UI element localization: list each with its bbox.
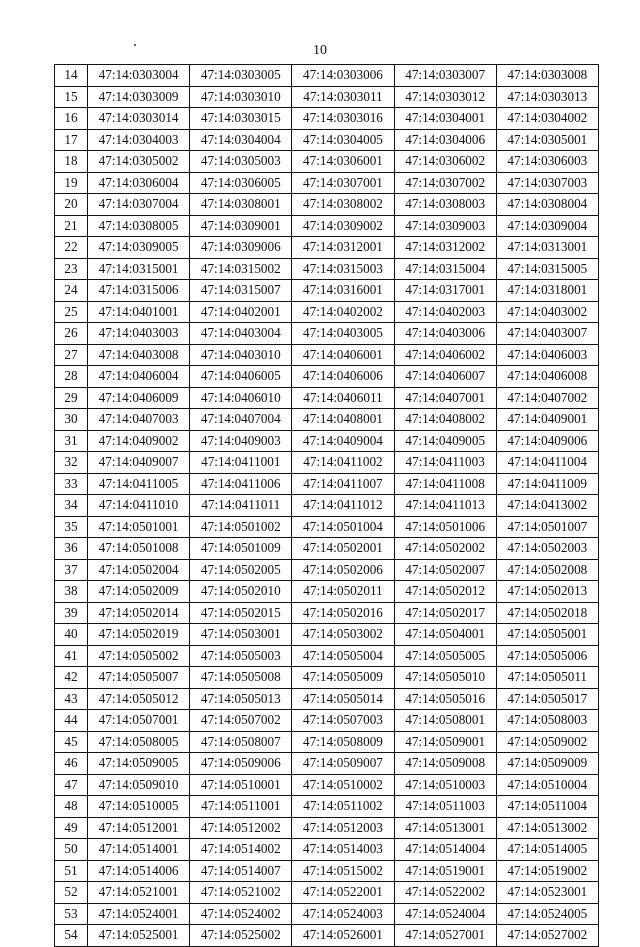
cadastral-code-cell: 47:14:0309005: [88, 237, 190, 259]
cadastral-code-cell: 47:14:0519001: [394, 860, 496, 882]
cadastral-code-cell: 47:14:0409004: [292, 430, 394, 452]
cadastral-code-cell: 47:14:0305002: [88, 151, 190, 173]
cadastral-code-cell: 47:14:0502013: [496, 581, 598, 603]
cadastral-code-cell: 47:14:0512003: [292, 817, 394, 839]
cadastral-code-cell: 47:14:0505008: [190, 667, 292, 689]
row-number-cell: 50: [55, 839, 88, 861]
row-number-cell: 48: [55, 796, 88, 818]
row-number-cell: 46: [55, 753, 88, 775]
cadastral-code-cell: 47:14:0502009: [88, 581, 190, 603]
cadastral-code-cell: 47:14:0308004: [496, 194, 598, 216]
cadastral-code-cell: 47:14:0409001: [496, 409, 598, 431]
cadastral-code-cell: 47:14:0511002: [292, 796, 394, 818]
cadastral-code-cell: 47:14:0312001: [292, 237, 394, 259]
table-row: [55, 602, 599, 624]
row-number-cell: 20: [55, 194, 88, 216]
cadastral-code-cell: 47:14:0502011: [292, 581, 394, 603]
cadastral-code-cell: 47:14:0512002: [190, 817, 292, 839]
cadastral-code-cell: 47:14:0315004: [394, 258, 496, 280]
cadastral-code-cell: 47:14:0304003: [88, 129, 190, 151]
table-row: [55, 172, 599, 194]
cadastral-code-cell: 47:14:0526001: [292, 925, 394, 947]
table-row: [55, 753, 599, 775]
row-number-cell: 19: [55, 172, 88, 194]
table-row: [55, 688, 599, 710]
table-row: [55, 194, 599, 216]
cadastral-code-cell: 47:14:0411006: [190, 473, 292, 495]
cadastral-code-cell: 47:14:0525002: [190, 925, 292, 947]
cadastral-code-cell: 47:14:0521002: [190, 882, 292, 904]
cadastral-code-cell: 47:14:0406002: [394, 344, 496, 366]
cadastral-code-cell: 47:14:0527001: [394, 925, 496, 947]
cadastral-code-cell: 47:14:0502003: [496, 538, 598, 560]
cadastral-code-cell: 47:14:0402003: [394, 301, 496, 323]
cadastral-code-cell: 47:14:0407004: [190, 409, 292, 431]
cadastral-code-cell: 47:14:0403003: [88, 323, 190, 345]
cadastral-code-cell: 47:14:0502012: [394, 581, 496, 603]
cadastral-code-cell: 47:14:0411011: [190, 495, 292, 517]
cadastral-code-cell: 47:14:0411008: [394, 473, 496, 495]
row-number-cell: 44: [55, 710, 88, 732]
table-row: [55, 903, 599, 925]
cadastral-code-cell: 47:14:0317001: [394, 280, 496, 302]
cadastral-code-cell: 47:14:0522002: [394, 882, 496, 904]
cadastral-code-cell: 47:14:0527002: [496, 925, 598, 947]
cadastral-code-cell: 47:14:0411009: [496, 473, 598, 495]
cadastral-code-cell: 47:14:0508003: [496, 710, 598, 732]
cadastral-code-cell: 47:14:0303012: [394, 86, 496, 108]
cadastral-code-cell: 47:14:0510001: [190, 774, 292, 796]
cadastral-codes-table: [54, 64, 599, 947]
cadastral-code-cell: 47:14:0505013: [190, 688, 292, 710]
table-row: [55, 237, 599, 259]
cadastral-code-cell: 47:14:0406009: [88, 387, 190, 409]
cadastral-code-cell: 47:14:0508005: [88, 731, 190, 753]
cadastral-code-cell: 47:14:0303011: [292, 86, 394, 108]
cadastral-code-cell: 47:14:0502005: [190, 559, 292, 581]
cadastral-code-cell: 47:14:0502007: [394, 559, 496, 581]
row-number-cell: 38: [55, 581, 88, 603]
table-row: [55, 839, 599, 861]
cadastral-code-cell: 47:14:0502001: [292, 538, 394, 560]
cadastral-code-cell: 47:14:0505004: [292, 645, 394, 667]
cadastral-code-cell: 47:14:0522001: [292, 882, 394, 904]
cadastral-code-cell: 47:14:0406003: [496, 344, 598, 366]
cadastral-code-cell: 47:14:0406010: [190, 387, 292, 409]
cadastral-code-cell: 47:14:0411001: [190, 452, 292, 474]
cadastral-code-cell: 47:14:0509010: [88, 774, 190, 796]
row-number-cell: 17: [55, 129, 88, 151]
cadastral-code-cell: 47:14:0306003: [496, 151, 598, 173]
cadastral-code-cell: 47:14:0510004: [496, 774, 598, 796]
cadastral-code-cell: 47:14:0505009: [292, 667, 394, 689]
table-body: [55, 65, 599, 947]
cadastral-code-cell: 47:14:0510005: [88, 796, 190, 818]
cadastral-code-cell: 47:14:0303013: [496, 86, 598, 108]
cadastral-code-cell: 47:14:0502010: [190, 581, 292, 603]
cadastral-code-cell: 47:14:0501006: [394, 516, 496, 538]
row-number-cell: 49: [55, 817, 88, 839]
cadastral-code-cell: 47:14:0403008: [88, 344, 190, 366]
cadastral-code-cell: 47:14:0521001: [88, 882, 190, 904]
cadastral-code-cell: 47:14:0303014: [88, 108, 190, 130]
cadastral-code-cell: 47:14:0409007: [88, 452, 190, 474]
cadastral-code-cell: 47:14:0510002: [292, 774, 394, 796]
cadastral-code-cell: 47:14:0524001: [88, 903, 190, 925]
cadastral-code-cell: 47:14:0511003: [394, 796, 496, 818]
cadastral-code-cell: 47:14:0315005: [496, 258, 598, 280]
cadastral-code-cell: 47:14:0402001: [190, 301, 292, 323]
cadastral-code-cell: 47:14:0501008: [88, 538, 190, 560]
cadastral-code-cell: 47:14:0501004: [292, 516, 394, 538]
cadastral-code-cell: 47:14:0305001: [496, 129, 598, 151]
row-number-cell: 25: [55, 301, 88, 323]
table-row: [55, 925, 599, 947]
table-row: [55, 538, 599, 560]
cadastral-code-cell: 47:14:0508007: [190, 731, 292, 753]
cadastral-code-cell: 47:14:0509007: [292, 753, 394, 775]
cadastral-code-cell: 47:14:0308001: [190, 194, 292, 216]
row-number-cell: 29: [55, 387, 88, 409]
cadastral-code-cell: 47:14:0514002: [190, 839, 292, 861]
cadastral-code-cell: 47:14:0401001: [88, 301, 190, 323]
cadastral-code-cell: 47:14:0402002: [292, 301, 394, 323]
row-number-cell: 30: [55, 409, 88, 431]
row-number-cell: 51: [55, 860, 88, 882]
cadastral-code-cell: 47:14:0514007: [190, 860, 292, 882]
cadastral-code-cell: 47:14:0308003: [394, 194, 496, 216]
cadastral-code-cell: 47:14:0411004: [496, 452, 598, 474]
cadastral-code-cell: 47:14:0306004: [88, 172, 190, 194]
cadastral-code-cell: 47:14:0308002: [292, 194, 394, 216]
cadastral-code-cell: 47:14:0505010: [394, 667, 496, 689]
cadastral-code-cell: 47:14:0505003: [190, 645, 292, 667]
table-row: [55, 559, 599, 581]
cadastral-code-cell: 47:14:0525001: [88, 925, 190, 947]
table-row: [55, 495, 599, 517]
cadastral-code-cell: 47:14:0502002: [394, 538, 496, 560]
row-number-cell: 43: [55, 688, 88, 710]
cadastral-code-cell: 47:14:0303009: [88, 86, 190, 108]
cadastral-code-cell: 47:14:0305003: [190, 151, 292, 173]
cadastral-code-cell: 47:14:0409006: [496, 430, 598, 452]
cadastral-code-cell: 47:14:0502015: [190, 602, 292, 624]
cadastral-code-cell: 47:14:0503001: [190, 624, 292, 646]
cadastral-code-cell: 47:14:0407001: [394, 387, 496, 409]
cadastral-code-cell: 47:14:0411010: [88, 495, 190, 517]
cadastral-code-cell: 47:14:0514004: [394, 839, 496, 861]
cadastral-code-cell: 47:14:0523001: [496, 882, 598, 904]
cadastral-code-cell: 47:14:0303006: [292, 65, 394, 87]
cadastral-code-cell: 47:14:0309003: [394, 215, 496, 237]
cadastral-code-cell: 47:14:0501002: [190, 516, 292, 538]
cadastral-code-cell: 47:14:0403004: [190, 323, 292, 345]
table-row: [55, 323, 599, 345]
cadastral-code-cell: 47:14:0502004: [88, 559, 190, 581]
table-row: [55, 280, 599, 302]
row-number-cell: 42: [55, 667, 88, 689]
cadastral-code-cell: 47:14:0501001: [88, 516, 190, 538]
cadastral-code-cell: 47:14:0315002: [190, 258, 292, 280]
row-number-cell: 22: [55, 237, 88, 259]
cadastral-code-cell: 47:14:0505007: [88, 667, 190, 689]
row-number-cell: 53: [55, 903, 88, 925]
cadastral-code-cell: 47:14:0411012: [292, 495, 394, 517]
cadastral-code-cell: 47:14:0406001: [292, 344, 394, 366]
cadastral-code-cell: 47:14:0403007: [496, 323, 598, 345]
cadastral-code-cell: 47:14:0403006: [394, 323, 496, 345]
cadastral-code-cell: 47:14:0502006: [292, 559, 394, 581]
cadastral-code-cell: 47:14:0303007: [394, 65, 496, 87]
row-number-cell: 52: [55, 882, 88, 904]
row-number-cell: 15: [55, 86, 88, 108]
cadastral-code-cell: 47:14:0303016: [292, 108, 394, 130]
table-row: [55, 65, 599, 87]
cadastral-code-cell: 47:14:0514005: [496, 839, 598, 861]
row-number-cell: 18: [55, 151, 88, 173]
cadastral-code-cell: 47:14:0315001: [88, 258, 190, 280]
cadastral-code-cell: 47:14:0315003: [292, 258, 394, 280]
cadastral-code-cell: 47:14:0413002: [496, 495, 598, 517]
cadastral-code-cell: 47:14:0303015: [190, 108, 292, 130]
cadastral-code-cell: 47:14:0519002: [496, 860, 598, 882]
cadastral-code-cell: 47:14:0303005: [190, 65, 292, 87]
cadastral-code-cell: 47:14:0304001: [394, 108, 496, 130]
cadastral-code-cell: 47:14:0505011: [496, 667, 598, 689]
cadastral-code-cell: 47:14:0504001: [394, 624, 496, 646]
table-row: [55, 366, 599, 388]
cadastral-code-cell: 47:14:0309004: [496, 215, 598, 237]
cadastral-code-cell: 47:14:0524005: [496, 903, 598, 925]
cadastral-code-cell: 47:14:0502019: [88, 624, 190, 646]
cadastral-code-cell: 47:14:0507001: [88, 710, 190, 732]
cadastral-code-cell: 47:14:0509009: [496, 753, 598, 775]
cadastral-code-cell: 47:14:0409002: [88, 430, 190, 452]
cadastral-code-cell: 47:14:0508009: [292, 731, 394, 753]
table-row: [55, 452, 599, 474]
cadastral-code-cell: 47:14:0408001: [292, 409, 394, 431]
row-number-cell: 28: [55, 366, 88, 388]
cadastral-code-cell: 47:14:0501009: [190, 538, 292, 560]
cadastral-code-cell: 47:14:0505016: [394, 688, 496, 710]
row-number-cell: 31: [55, 430, 88, 452]
table-row: [55, 301, 599, 323]
cadastral-code-cell: 47:14:0309001: [190, 215, 292, 237]
cadastral-code-cell: 47:14:0309002: [292, 215, 394, 237]
table-row: [55, 796, 599, 818]
row-number-cell: 14: [55, 65, 88, 87]
table-row: [55, 645, 599, 667]
table-row: [55, 215, 599, 237]
table-row: [55, 151, 599, 173]
cadastral-code-cell: 47:14:0303010: [190, 86, 292, 108]
table-row: [55, 624, 599, 646]
cadastral-code-cell: 47:14:0511001: [190, 796, 292, 818]
cadastral-code-cell: 47:14:0505017: [496, 688, 598, 710]
cadastral-code-cell: 47:14:0309006: [190, 237, 292, 259]
table-row: [55, 710, 599, 732]
cadastral-code-cell: 47:14:0307001: [292, 172, 394, 194]
cadastral-code-cell: 47:14:0408002: [394, 409, 496, 431]
cadastral-code-cell: 47:14:0403010: [190, 344, 292, 366]
cadastral-code-cell: 47:14:0306005: [190, 172, 292, 194]
cadastral-code-cell: 47:14:0509008: [394, 753, 496, 775]
cadastral-code-cell: 47:14:0306001: [292, 151, 394, 173]
cadastral-code-cell: 47:14:0507002: [190, 710, 292, 732]
cadastral-code-cell: 47:14:0507003: [292, 710, 394, 732]
cadastral-code-cell: 47:14:0510003: [394, 774, 496, 796]
cadastral-code-cell: 47:14:0524002: [190, 903, 292, 925]
cadastral-code-cell: 47:14:0307002: [394, 172, 496, 194]
cadastral-code-cell: 47:14:0505002: [88, 645, 190, 667]
table-row: [55, 387, 599, 409]
cadastral-code-cell: 47:14:0514003: [292, 839, 394, 861]
cadastral-code-cell: 47:14:0513002: [496, 817, 598, 839]
cadastral-code-cell: 47:14:0411005: [88, 473, 190, 495]
row-number-cell: 47: [55, 774, 88, 796]
cadastral-code-cell: 47:14:0502016: [292, 602, 394, 624]
cadastral-code-cell: 47:14:0406007: [394, 366, 496, 388]
cadastral-code-cell: 47:14:0509006: [190, 753, 292, 775]
row-number-cell: 27: [55, 344, 88, 366]
table-row: [55, 516, 599, 538]
cadastral-code-cell: 47:14:0514006: [88, 860, 190, 882]
cadastral-code-cell: 47:14:0316001: [292, 280, 394, 302]
table-row: [55, 409, 599, 431]
cadastral-code-cell: 47:14:0406008: [496, 366, 598, 388]
table-row: [55, 344, 599, 366]
table-row: [55, 473, 599, 495]
cadastral-code-cell: 47:14:0502017: [394, 602, 496, 624]
cadastral-code-cell: 47:14:0409005: [394, 430, 496, 452]
table-row: [55, 731, 599, 753]
cadastral-code-cell: 47:14:0501007: [496, 516, 598, 538]
cadastral-code-cell: 47:14:0411003: [394, 452, 496, 474]
cadastral-code-cell: 47:14:0308005: [88, 215, 190, 237]
cadastral-code-cell: 47:14:0403002: [496, 301, 598, 323]
cadastral-code-cell: 47:14:0315006: [88, 280, 190, 302]
cadastral-code-cell: 47:14:0406006: [292, 366, 394, 388]
cadastral-code-cell: 47:14:0511004: [496, 796, 598, 818]
cadastral-code-cell: 47:14:0502014: [88, 602, 190, 624]
row-number-cell: 40: [55, 624, 88, 646]
cadastral-code-cell: 47:14:0524004: [394, 903, 496, 925]
row-number-cell: 34: [55, 495, 88, 517]
row-number-cell: 45: [55, 731, 88, 753]
row-number-cell: 36: [55, 538, 88, 560]
cadastral-code-cell: 47:14:0312002: [394, 237, 496, 259]
cadastral-code-cell: 47:14:0524003: [292, 903, 394, 925]
table-row: [55, 860, 599, 882]
row-number-cell: 24: [55, 280, 88, 302]
cadastral-code-cell: 47:14:0307004: [88, 194, 190, 216]
cadastral-code-cell: 47:14:0411013: [394, 495, 496, 517]
table-row: [55, 258, 599, 280]
cadastral-code-cell: 47:14:0304006: [394, 129, 496, 151]
cadastral-code-cell: 47:14:0512001: [88, 817, 190, 839]
row-number-cell: 41: [55, 645, 88, 667]
cadastral-code-cell: 47:14:0503002: [292, 624, 394, 646]
row-number-cell: 16: [55, 108, 88, 130]
cadastral-code-cell: 47:14:0505005: [394, 645, 496, 667]
row-number-cell: 23: [55, 258, 88, 280]
table-row: [55, 581, 599, 603]
cadastral-code-cell: 47:14:0406005: [190, 366, 292, 388]
cadastral-code-cell: 47:14:0509001: [394, 731, 496, 753]
page-number: 10: [313, 43, 327, 58]
cadastral-code-cell: 47:14:0307003: [496, 172, 598, 194]
row-number-cell: 37: [55, 559, 88, 581]
cadastral-code-cell: 47:14:0513001: [394, 817, 496, 839]
cadastral-code-cell: 47:14:0303008: [496, 65, 598, 87]
table-row: [55, 817, 599, 839]
table-row: [55, 774, 599, 796]
cadastral-code-cell: 47:14:0315007: [190, 280, 292, 302]
row-number-cell: 33: [55, 473, 88, 495]
cadastral-code-cell: 47:14:0505012: [88, 688, 190, 710]
cadastral-code-cell: 47:14:0304004: [190, 129, 292, 151]
table-row: [55, 667, 599, 689]
table-row: [55, 129, 599, 151]
cadastral-code-cell: 47:14:0515002: [292, 860, 394, 882]
row-number-cell: 54: [55, 925, 88, 947]
row-number-cell: 21: [55, 215, 88, 237]
cadastral-code-cell: 47:14:0406004: [88, 366, 190, 388]
cadastral-code-cell: 47:14:0306002: [394, 151, 496, 173]
cadastral-code-cell: 47:14:0407002: [496, 387, 598, 409]
cadastral-code-cell: 47:14:0411002: [292, 452, 394, 474]
cadastral-code-cell: 47:14:0411007: [292, 473, 394, 495]
cadastral-code-cell: 47:14:0508001: [394, 710, 496, 732]
cadastral-code-cell: 47:14:0304005: [292, 129, 394, 151]
row-number-cell: 39: [55, 602, 88, 624]
row-number-cell: 35: [55, 516, 88, 538]
cadastral-code-cell: 47:14:0502018: [496, 602, 598, 624]
cadastral-code-cell: 47:14:0502008: [496, 559, 598, 581]
row-number-cell: 32: [55, 452, 88, 474]
cadastral-code-cell: 47:14:0505001: [496, 624, 598, 646]
cadastral-code-cell: 47:14:0505014: [292, 688, 394, 710]
cadastral-code-cell: 47:14:0514001: [88, 839, 190, 861]
table-row: [55, 882, 599, 904]
cadastral-code-cell: 47:14:0403005: [292, 323, 394, 345]
cadastral-code-cell: 47:14:0409003: [190, 430, 292, 452]
cadastral-code-cell: 47:14:0303004: [88, 65, 190, 87]
cadastral-code-cell: 47:14:0318001: [496, 280, 598, 302]
row-number-cell: 26: [55, 323, 88, 345]
table-row: [55, 108, 599, 130]
cadastral-code-cell: 47:14:0505006: [496, 645, 598, 667]
cadastral-code-cell: 47:14:0509002: [496, 731, 598, 753]
table-row: [55, 86, 599, 108]
table-row: [55, 430, 599, 452]
cadastral-code-cell: 47:14:0407003: [88, 409, 190, 431]
cadastral-code-cell: 47:14:0304002: [496, 108, 598, 130]
cadastral-code-cell: 47:14:0509005: [88, 753, 190, 775]
cadastral-code-cell: 47:14:0313001: [496, 237, 598, 259]
cadastral-code-cell: 47:14:0406011: [292, 387, 394, 409]
